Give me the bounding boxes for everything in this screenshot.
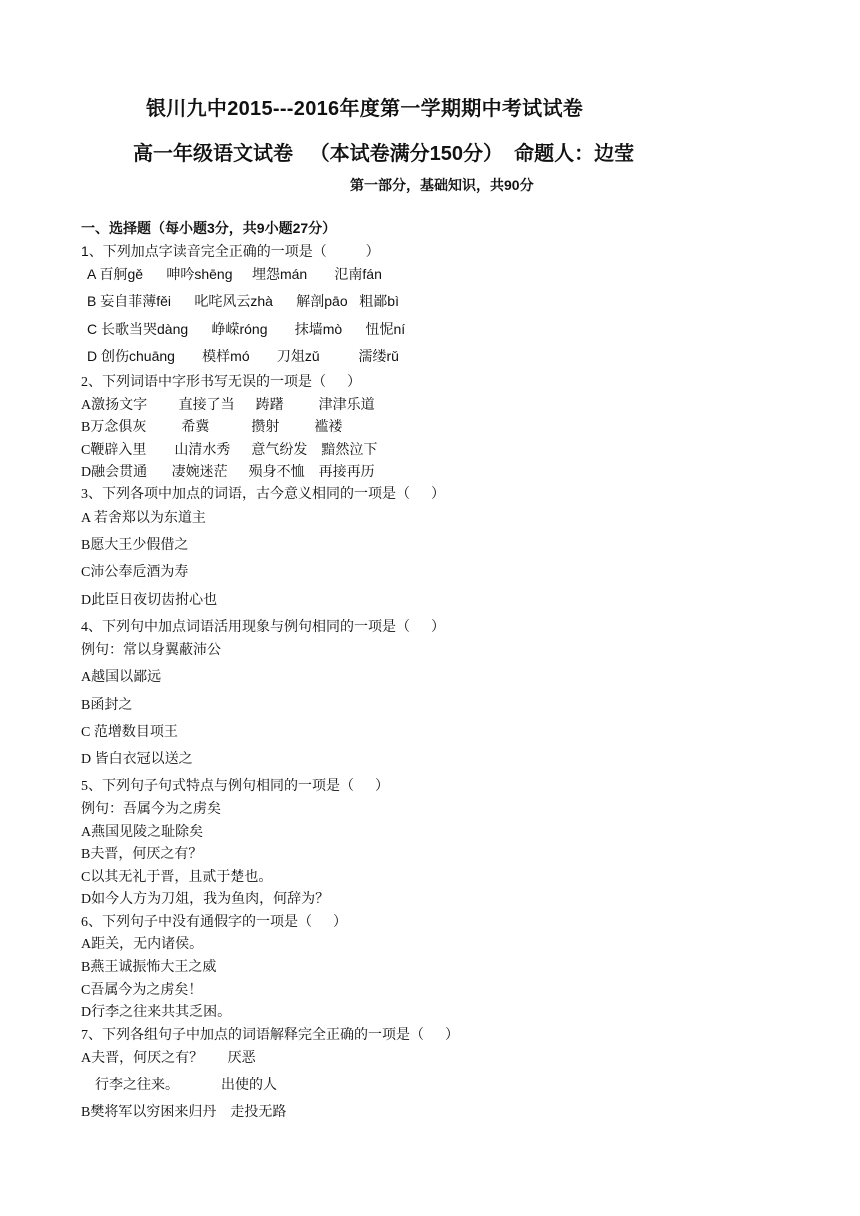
q2-option-b: B万念俱灰 希冀 攒射 褴褛 (81, 420, 343, 435)
q7-stem: 7、下列各组句子中加点的词语解释完全正确的一项是（ ） (81, 1028, 459, 1043)
q2-option-a: A激扬文字 直接了当 踌躇 津津乐道 (81, 398, 375, 413)
exam-subtitle: 高一年级语文试卷 （本试卷满分150分） 命题人：边莹 (133, 143, 635, 165)
q4-option-c: C 范增数目项王 (81, 725, 178, 740)
q6-option-c: C吾属今为之虏矣！ (81, 983, 203, 998)
q3-option-a: A 若舍郑以为东道主 (81, 511, 206, 526)
q6-option-b: B燕王诚振怖大王之威 (81, 960, 217, 975)
q2-stem: 2、下列词语中字形书写无误的一项是（ ） (81, 375, 361, 390)
q3-option-b: B愿大王少假借之 (81, 538, 189, 553)
q5-option-a: A燕国见陵之耻除矣 (81, 825, 204, 840)
q5-stem: 5、下列句子句式特点与例句相同的一项是（ ） (81, 779, 389, 794)
q5-option-c: C以其无礼于晋，且贰于楚也。 (81, 870, 273, 885)
q3-stem: 3、下列各项中加点的词语，古今意义相同的一项是（ ） (81, 487, 445, 502)
q3-option-c: C沛公奉卮酒为寿 (81, 565, 189, 580)
q2-option-c: C鞭辟入里 山清水秀 意气纷发 黯然泣下 (81, 443, 378, 458)
q1-option-a: A 百舸gě 呻吟shēng 埋怨mán 氾南fán (87, 266, 382, 282)
q6-option-d: D行李之往来共其乏困。 (81, 1005, 232, 1020)
q2-option-d: D融会贯通 凄婉迷茫 殒身不恤 再接再历 (81, 465, 375, 480)
q5-option-d: D如今人方为刀俎，我为鱼肉，何辞为？ (81, 892, 330, 907)
q4-option-d: D 皆白衣冠以送之 (81, 752, 193, 767)
q1-option-c: C 长歌当哭dàng 峥嵘róng 抹墙mò 忸怩ní (87, 321, 406, 337)
q6-option-a: A距关，无内诸侯。 (81, 937, 204, 952)
q5-option-b: B夫晋，何厌之有？ (81, 847, 203, 862)
q4-option-b: B函封之 (81, 698, 133, 713)
q5-example: 例句：吾属今为之虏矣 (81, 802, 221, 817)
q7-option-b: B樊将军以穷困来归丹 走投无路 (81, 1105, 287, 1120)
part-heading: 第一部分，基础知识，共90分 (350, 177, 534, 193)
q1-option-b: B 妄自菲薄fěi 叱咤风云zhà 解剖pāo 粗鄙bì (87, 293, 399, 309)
q4-stem: 4、下列句中加点词语活用现象与例句相同的一项是（ ） (81, 620, 445, 635)
q6-stem: 6、下列句子中没有通假字的一项是（ ） (81, 915, 347, 930)
q7-option-a-line2: 行李之往来。 出使的人 (81, 1078, 277, 1093)
q4-example: 例句：常以身翼蔽沛公 (81, 643, 221, 658)
section-heading: 一、选择题（每小题3分，共9小题27分） (81, 220, 337, 236)
q1-stem: 1、下列加点字读音完全正确的一项是（ ） (81, 243, 380, 259)
q7-option-a-line1: A夫晋，何厌之有？ 厌恶 (81, 1051, 256, 1066)
exam-title: 银川九中2015---2016年度第一学期期中考试试卷 (146, 98, 584, 120)
q1-option-d: D 创伤chuāng 模样mó 刀俎zǔ 濡缕rǔ (87, 348, 399, 364)
q4-option-a: A越国以鄙远 (81, 670, 162, 685)
q3-option-d: D此臣日夜切齿拊心也 (81, 593, 218, 608)
